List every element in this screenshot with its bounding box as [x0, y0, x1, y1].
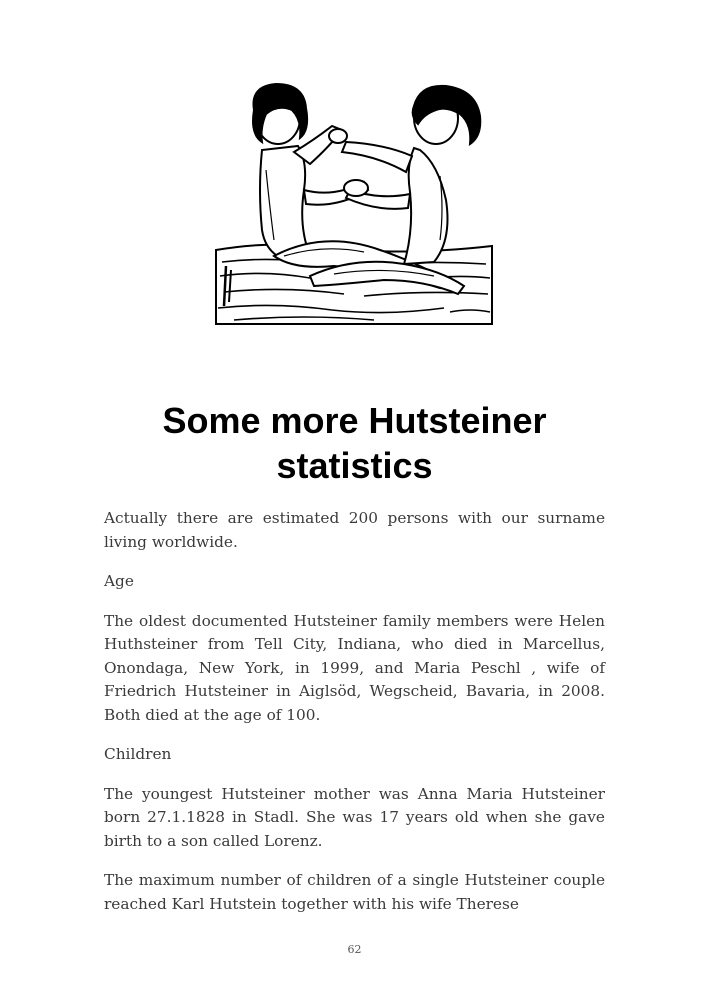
twins-woodcut-illustration: [214, 80, 494, 325]
paragraph-age: The oldest documented Hutsteiner family members were Helen Huthsteiner from Tell City, Indiana, who died in Marcellus, Onondaga, New York, in 1999, and Maria Peschl , wife of Friedrich Hutsteiner in Aiglsöd, Wegscheid, Bavaria, in 2008. Both died at the age of 100.: [104, 611, 605, 724]
paragraph-intro: Actually there are estimated 200 persons with our surname living worldwide.: [104, 509, 605, 551]
paragraph-max-children: The maximum number of children of a single Hutsteiner couple reached Karl Hutstein together with his wife Therese: [104, 871, 605, 913]
heading-children: Children: [104, 745, 172, 763]
page-title: Some more Hutsteiner statistics: [162, 400, 547, 486]
page-number: 62: [347, 943, 362, 956]
heading-age: Age: [104, 572, 134, 590]
paragraph-youngest-mother: The youngest Hutsteiner mother was Anna Maria Hutsteiner born 27.1.1828 in Stadl. She was 17 years old when she gave birth to a son called Lorenz.: [104, 784, 605, 850]
woodcut-drawing: [214, 80, 494, 325]
body-text: [104, 507, 605, 916]
